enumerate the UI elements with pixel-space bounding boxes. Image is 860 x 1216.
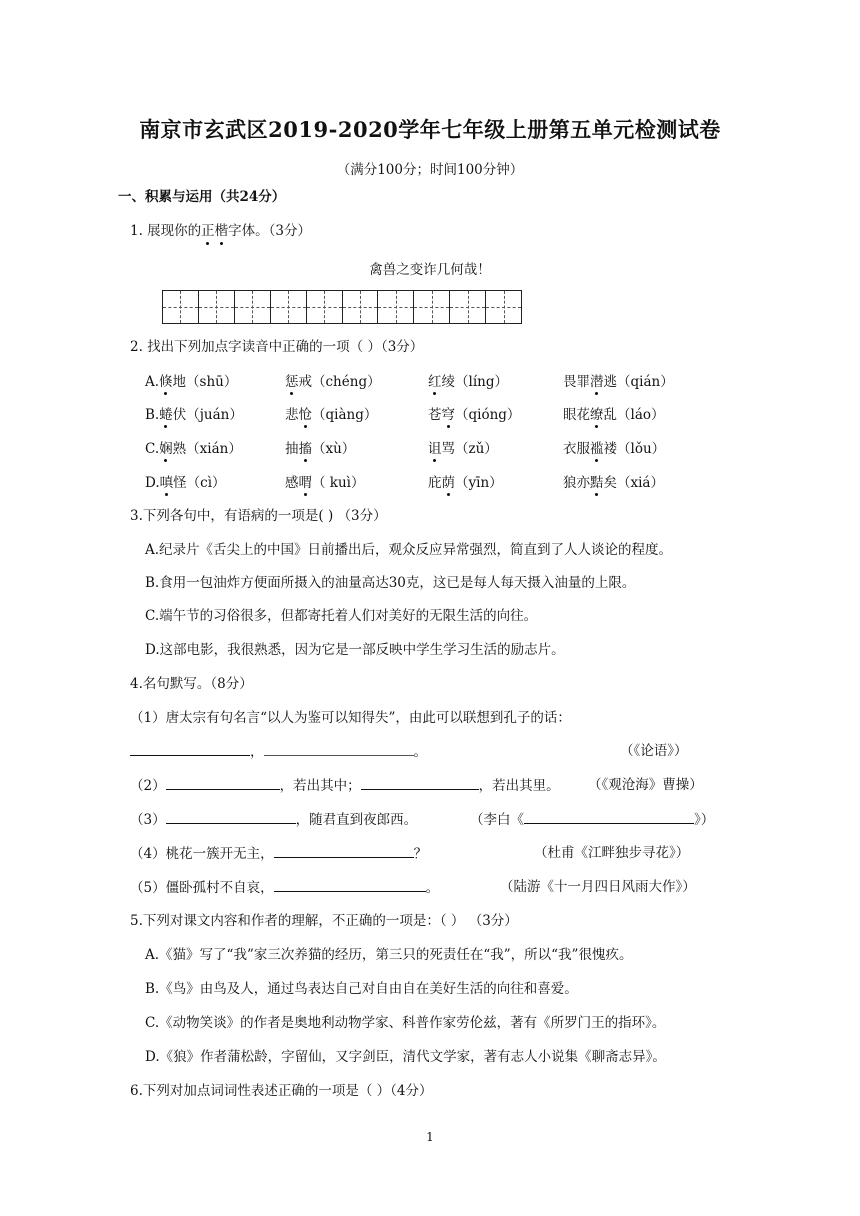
dotted-char: 娴	[159, 437, 173, 457]
option-text: 熟（xián）	[172, 441, 242, 457]
q5-option-c: C.《动物笑谈》的作者是奥地利动物学家、科普作家劳伦兹，著有《所罗门王的指环》。	[145, 1015, 666, 1031]
q1-label: 1. 展现你的	[130, 223, 202, 239]
page-subtitle: （满分100分；时间100分钟）	[336, 162, 524, 178]
option-text: 庇	[428, 475, 442, 491]
q4-line-3: （3） ，随君直到夜郎西。	[130, 812, 418, 828]
q3-option-b: B.食用一包油炸方便面所摄入的油量高达30克，这已是每人每天摄入油量的上限。	[145, 575, 636, 591]
page-number: 1	[426, 1130, 434, 1144]
grid-cell[interactable]	[449, 291, 485, 323]
dotted-char: 缭	[590, 403, 604, 423]
q3-option-d: D.这部电影，我很熟悉，因为它是一部反映中学生学习生活的励志片。	[145, 642, 565, 658]
option-text: 乱（láo）	[603, 407, 665, 423]
option-text: （qióng）	[455, 407, 521, 423]
option-text: 矣（xiá）	[603, 475, 664, 491]
answer-blank[interactable]	[524, 810, 694, 824]
dotted-char: 怆	[299, 403, 313, 423]
q2-option	[563, 370, 674, 390]
option-text: 眼花	[563, 407, 590, 423]
q2-option	[145, 471, 226, 491]
option-text: （ kuì）	[312, 475, 365, 491]
question-1	[130, 222, 311, 240]
option-text: 畏罪	[563, 374, 590, 390]
dotted-char: 蜷	[159, 403, 173, 423]
section-heading: 一、积累与运用（共24分）	[118, 189, 286, 205]
dotted-char: 诅	[428, 437, 442, 457]
option-text: 感	[285, 475, 299, 491]
dotted-char: 搐	[299, 437, 313, 457]
answer-blank[interactable]	[361, 776, 479, 790]
q5-option-d: D.《狼》作者蒲松龄，字留仙，又字剑臣，清代文学家，著有志人小说集《聊斋志异》。	[145, 1049, 666, 1065]
q3-option-a: A.纪录片《舌尖上的中国》日前播出后，观众反应异常强烈，简直到了人人谈论的程度。	[145, 542, 673, 558]
q4-line-5: （5）僵卧孤村不自哀， 。	[130, 880, 440, 896]
dotted-char: 喟	[299, 471, 313, 491]
writing-grid[interactable]	[162, 290, 522, 324]
question-3: 3.下列各句中，有语病的一项是( ) （3分）	[130, 508, 387, 524]
option-text: 苍	[428, 407, 442, 423]
q4-source-5: （陆游《十一月四日风雨大作》）	[500, 879, 696, 895]
option-text: 地（shū）	[172, 374, 238, 390]
q2-option	[428, 437, 498, 457]
option-text: 伏（juán）	[172, 407, 243, 423]
q2-option	[285, 437, 355, 457]
q4-source-2: （《观沧海》曹操）	[588, 777, 703, 793]
q2-option	[428, 471, 503, 491]
option-text: D.	[145, 475, 160, 491]
option-text: A.	[145, 374, 160, 390]
q4-line-1: （1）唐太宗有句名言“以人为鉴可以知得失”，由此可以联想到孔子的话：	[130, 710, 571, 726]
option-text: 戒（chéng）	[298, 374, 381, 390]
q1-dotted-char: 楷	[214, 223, 229, 239]
answer-blank[interactable]	[166, 776, 280, 790]
answer-blank[interactable]	[166, 810, 296, 824]
dotted-char: 倏	[159, 370, 173, 390]
q1-after: 字体。（3分）	[228, 223, 312, 239]
answer-blank[interactable]	[130, 742, 250, 756]
grid-cell[interactable]	[198, 291, 234, 323]
q2-option	[563, 403, 665, 423]
q4-source-4: （杜甫《江畔独步寻花》）	[534, 845, 690, 861]
option-text: B.	[145, 407, 160, 423]
question-5: 5.下列对课文内容和作者的理解，不正确的一项是：（ ） （3分）	[130, 913, 518, 929]
dotted-char: 潜	[590, 370, 604, 390]
q2-option	[428, 370, 508, 390]
option-text: 骂（zǔ）	[441, 441, 498, 457]
dotted-char: 黠	[590, 471, 604, 491]
q2-option	[145, 403, 243, 423]
option-text: 狼亦	[563, 475, 590, 491]
q4-line-1b: ， 。	[130, 742, 427, 761]
option-text: C.	[145, 441, 160, 457]
dotted-char: 惩	[285, 370, 299, 390]
grid-cell[interactable]	[485, 291, 521, 323]
option-text: 绫（líng）	[441, 374, 508, 390]
option-text: 衣服	[563, 441, 590, 457]
q5-option-a: A.《猫》写了“我”家三次养猫的经历，第三只的死责任在“我”，所以“我”很愧疚。	[145, 947, 633, 963]
option-text: 怪（cì）	[173, 475, 226, 491]
grid-cell[interactable]	[413, 291, 449, 323]
dotted-char: 荫	[442, 471, 456, 491]
q3-option-c: C.端午节的习俗很多，但都寄托着人们对美好的无限生活的向往。	[145, 608, 538, 624]
grid-cell[interactable]	[342, 291, 378, 323]
option-text: （yīn）	[455, 475, 503, 491]
q2-option	[563, 471, 664, 491]
q4-line-2: （2） ，若出其中； ，若出其里。	[130, 778, 560, 794]
q2-option	[145, 370, 237, 390]
grid-cell[interactable]	[306, 291, 342, 323]
q2-option	[285, 403, 377, 423]
grid-cell[interactable]	[234, 291, 270, 323]
option-text: 褛（lǒu）	[603, 441, 666, 457]
page-title: 南京市玄武区2019-2020学年七年级上册第五单元检测试卷	[139, 117, 721, 142]
q4-source-3: （李白《 》）	[470, 812, 715, 828]
option-text: 逃（qián）	[603, 374, 674, 390]
grid-cell[interactable]	[377, 291, 413, 323]
answer-blank[interactable]	[274, 844, 414, 858]
dotted-char: 嗔	[160, 471, 174, 491]
question-2: 2. 找出下列加点字读音中正确的一项（ ）（3分）	[130, 339, 424, 355]
question-6: 6.下列对加点词词性表述正确的一项是（ ）（4分）	[130, 1083, 433, 1099]
q2-option	[428, 403, 520, 423]
option-text: （qiàng）	[312, 407, 378, 423]
q1-dotted-char: 正	[201, 223, 215, 239]
q2-option	[285, 370, 381, 390]
answer-blank[interactable]	[264, 742, 414, 756]
q2-option	[285, 471, 364, 491]
answer-blank[interactable]	[274, 878, 426, 892]
q5-option-b: B.《鸟》由鸟及人，通过鸟表达自己对自由自在美好生活的向往和喜爱。	[145, 981, 578, 997]
q4-source-1: （《论语》）	[620, 743, 688, 759]
option-text: 抽	[285, 441, 299, 457]
q4-line-4: （4）桃花一簇开无主， ？	[130, 846, 428, 862]
grid-cell[interactable]	[163, 291, 198, 323]
dotted-char: 褴	[590, 437, 604, 457]
option-text: （xù）	[312, 441, 356, 457]
q2-option	[145, 437, 242, 457]
q1-prompt: 禽兽之变诈几何哉！	[369, 262, 491, 278]
option-text: 悲	[285, 407, 299, 423]
dotted-char: 红	[428, 370, 442, 390]
q2-option	[563, 437, 665, 457]
question-4: 4.名句默写。（8分）	[130, 676, 253, 692]
dotted-char: 穹	[442, 403, 456, 423]
grid-cell[interactable]	[270, 291, 306, 323]
